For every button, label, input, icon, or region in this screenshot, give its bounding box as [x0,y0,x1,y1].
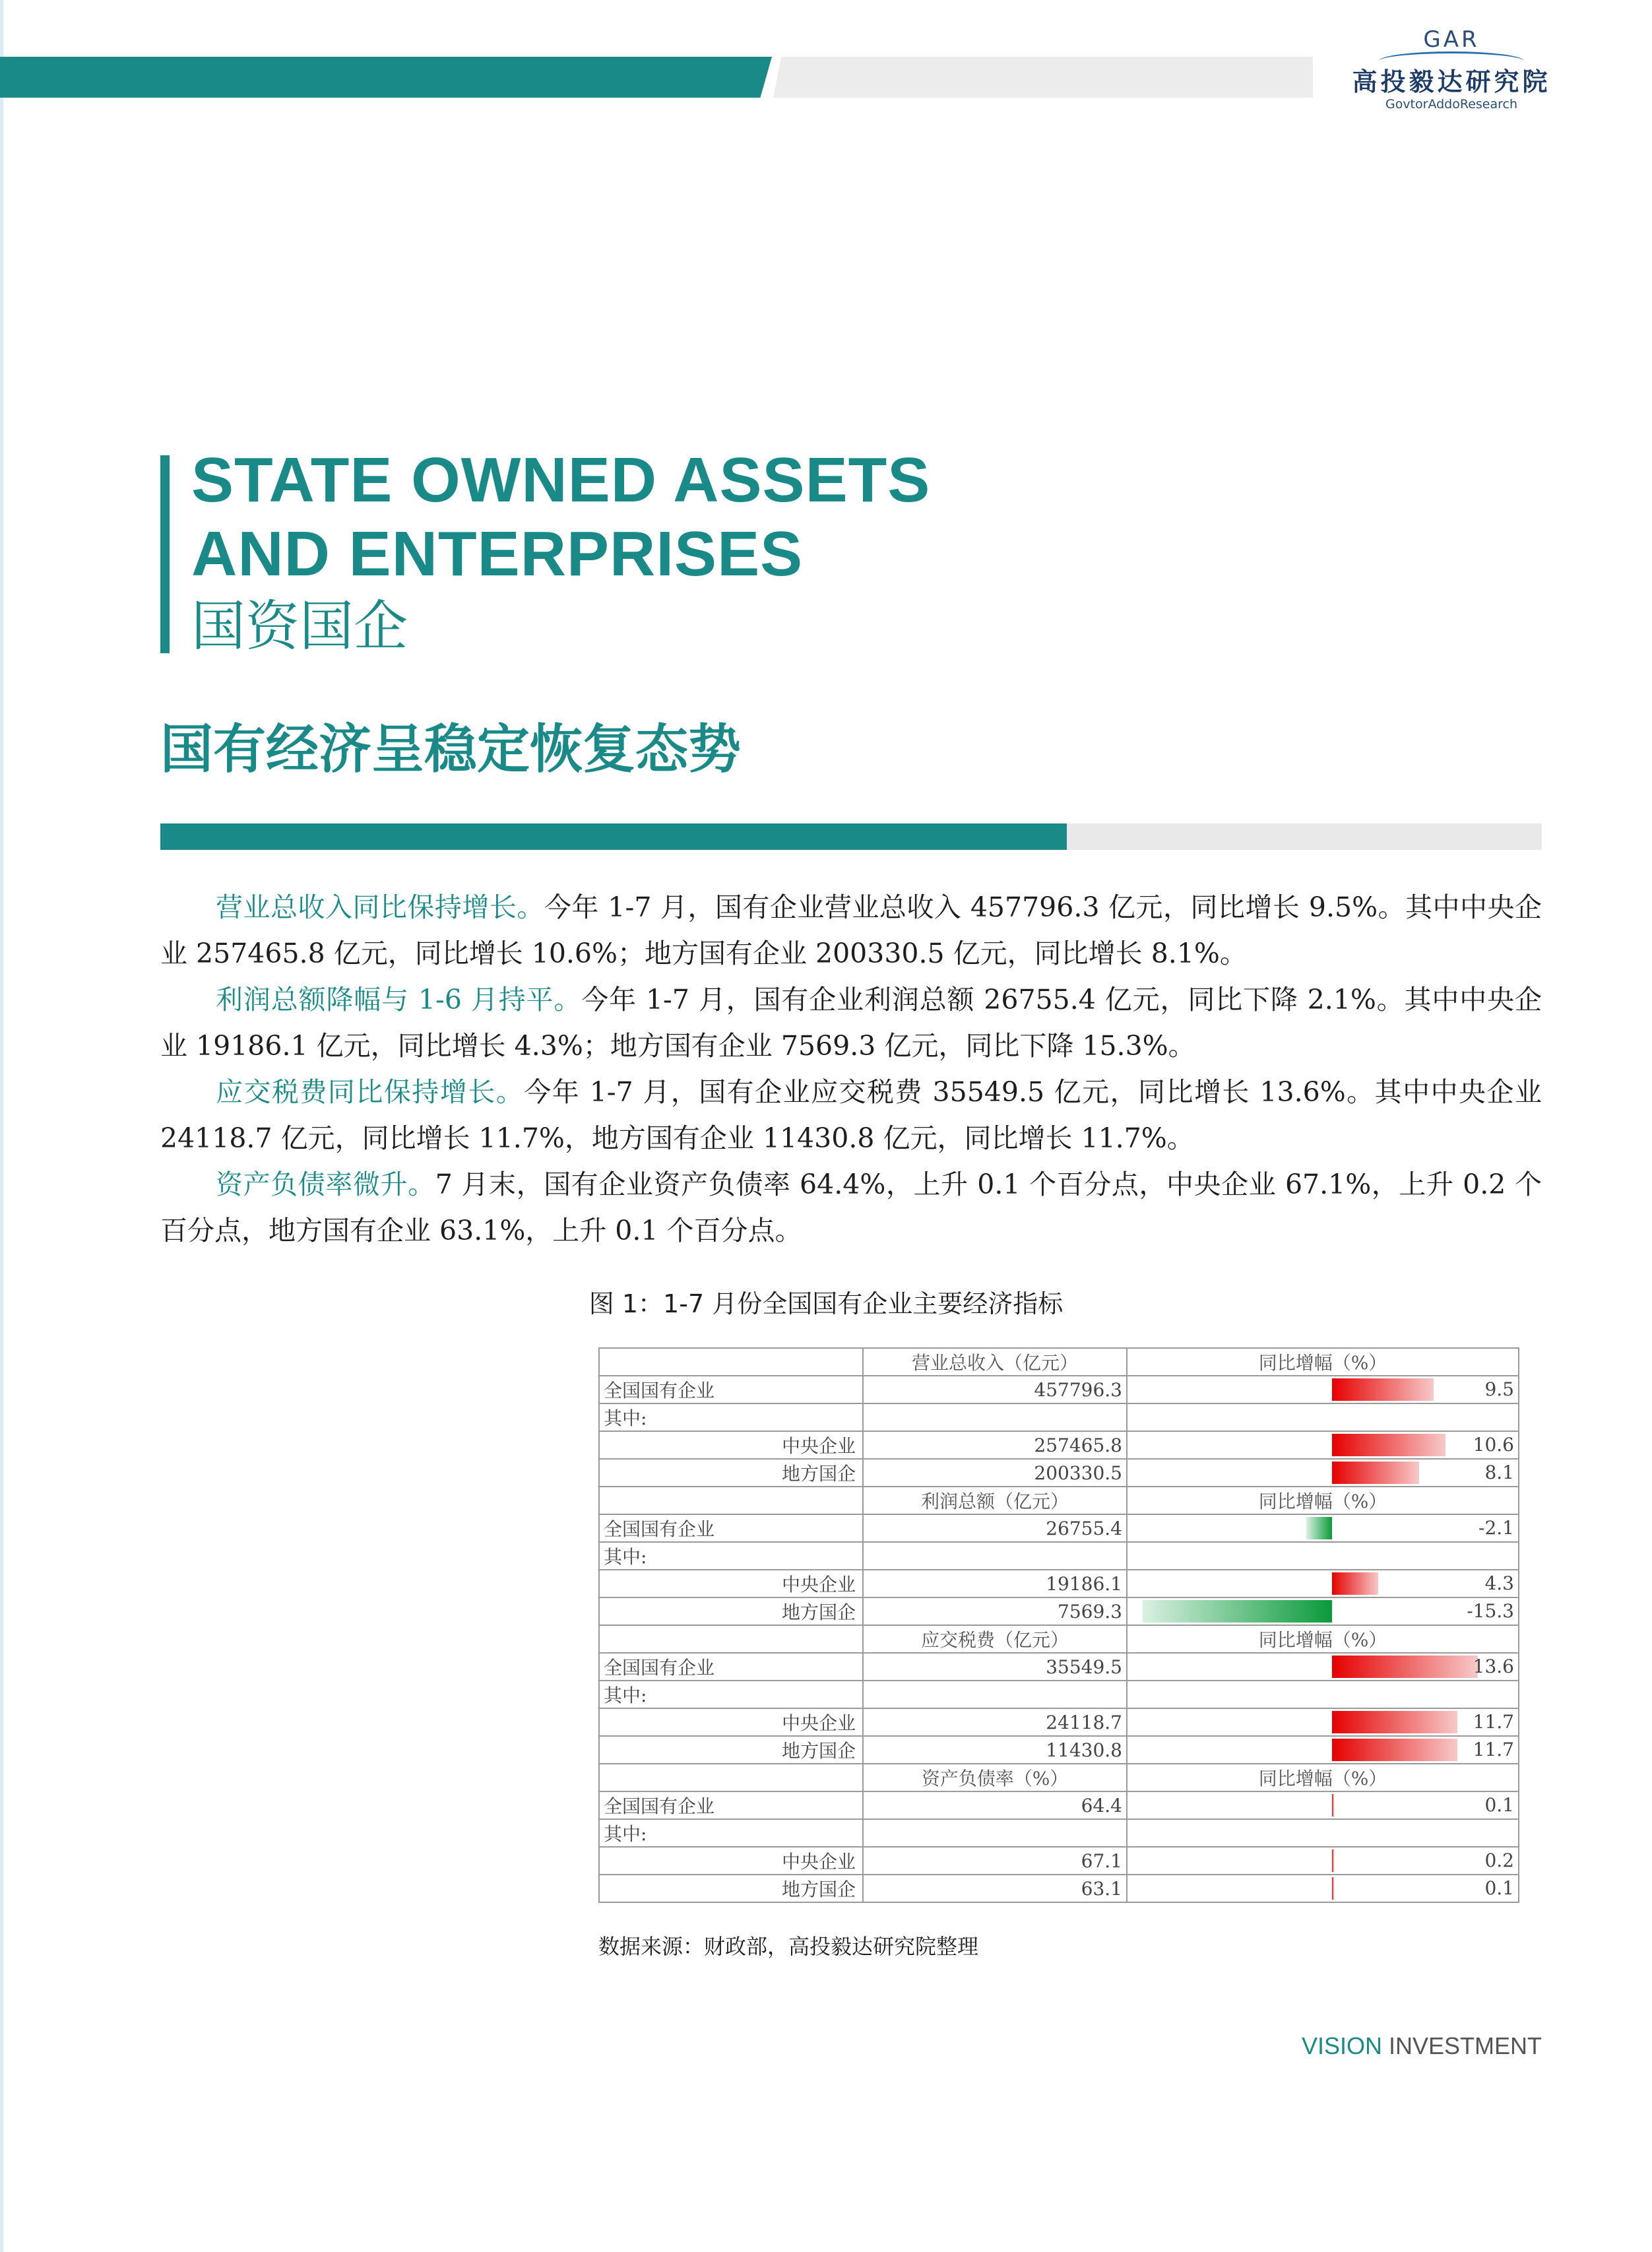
paragraph-lead: 应交税费同比保持增长。 [216,1076,524,1108]
footer-brand [1302,2032,1542,2060]
change-value: 4.3 [1484,1572,1514,1594]
value-cell: 26755.4 [863,1514,1127,1542]
positive-change-bar [1332,1462,1419,1484]
value-cell: 257465.8 [863,1431,1127,1459]
of-which-label: 其中: [599,1542,863,1570]
change-cell [1127,1875,1519,1902]
table-header-row [599,1764,1519,1791]
header-band-gray [773,57,1313,98]
section-title-en [191,443,930,591]
positive-change-bar [1332,1378,1434,1401]
positive-change-bar [1332,1434,1446,1456]
value-cell: 200330.5 [863,1459,1127,1487]
table-header-blank [599,1487,863,1514]
value-cell: 35549.5 [863,1653,1127,1681]
change-cell [1127,1708,1519,1736]
table-header-row [599,1487,1519,1514]
value-cell: 24118.7 [863,1708,1127,1736]
figure-source: 数据来源：财政部，高投毅达研究院整理 [598,1934,979,1959]
paragraph-lead: 资产负债率微升。 [216,1169,435,1200]
negative-change-bar [1143,1600,1332,1623]
table-header-blank [599,1764,863,1791]
article-title: 国有经济呈稳定恢复态势 [160,718,741,780]
change-value: 8.1 [1484,1462,1514,1483]
table-row [599,1376,1519,1403]
value-cell: 11430.8 [863,1736,1127,1764]
metric-header: 营业总收入（亿元） [863,1348,1127,1376]
table-row [599,1791,1519,1819]
section-title-en-line1: STATE OWNED ASSETS [191,445,931,515]
change-value: 10.6 [1473,1434,1514,1456]
table-row [599,1653,1519,1681]
empty-cell [1127,1542,1519,1570]
change-cell [1127,1570,1519,1597]
row-label: 全国国有企业 [599,1653,863,1681]
paragraph-lead: 利润总额降幅与 1-6 月持平。 [216,984,582,1015]
row-label: 地方国企 [599,1736,863,1764]
table-row [599,1847,1519,1875]
change-cell [1127,1847,1519,1875]
change-cell [1127,1514,1519,1542]
change-header: 同比增幅（%） [1127,1764,1519,1791]
change-cell [1127,1653,1519,1681]
value-cell: 64.4 [863,1791,1127,1819]
change-cell [1127,1791,1519,1819]
table-row [599,1819,1519,1847]
change-cell [1127,1459,1519,1487]
of-which-label: 其中: [599,1403,863,1431]
empty-cell [863,1819,1127,1847]
paragraph-text: 今年 1-7 月，国有企业应交税费 35549.5 亿元，同比增长 13.6%。其中中央企业 24118.7 亿元，同比增长 11.7%，地方国有企业 11430.8 亿元，同比增长 11.7%。 [160,1076,1542,1154]
value-cell: 63.1 [863,1875,1127,1902]
paragraph-text: 7 月末，国有企业资产负债率 64.4%，上升 0.1 个百分点，中央企业 67.1%，上升 0.2 个百分点，地方国有企业 63.1%，上升 0.1 个百分点。 [160,1169,1542,1246]
empty-cell [1127,1681,1519,1708]
change-cell [1127,1376,1519,1403]
header-band-teal [0,57,772,98]
change-value: 9.5 [1484,1378,1514,1400]
footer-investment: INVESTMENT [1382,2032,1542,2059]
row-label: 中央企业 [599,1431,863,1459]
table-row [599,1431,1519,1459]
positive-change-bar [1332,1850,1334,1872]
change-cell [1127,1431,1519,1459]
change-value: 13.6 [1473,1656,1514,1677]
change-value: 0.2 [1484,1850,1514,1871]
positive-change-bar [1332,1656,1478,1678]
value-cell: 19186.1 [863,1570,1127,1597]
change-value: 0.1 [1484,1794,1514,1816]
positive-change-bar [1332,1711,1457,1733]
change-value: 11.7 [1473,1711,1514,1733]
table-header-blank [599,1348,863,1376]
change-cell [1127,1736,1519,1764]
empty-cell [863,1542,1127,1570]
brand-logo [1339,26,1564,119]
metric-header: 资产负债率（%） [863,1764,1127,1791]
table-header-row [599,1348,1519,1376]
value-cell: 67.1 [863,1847,1127,1875]
footer-vision: VISION [1301,2032,1382,2059]
logo-gar: GAR [1423,26,1480,53]
change-value: -2.1 [1478,1517,1514,1539]
positive-change-bar [1332,1739,1457,1761]
empty-cell [1127,1819,1519,1847]
value-cell: 7569.3 [863,1597,1127,1625]
table-row [599,1514,1519,1542]
value-cell: 457796.3 [863,1376,1127,1403]
title-rule-teal [160,823,1067,850]
paragraph [160,1069,1542,1161]
positive-change-bar [1332,1572,1378,1595]
paragraph [160,977,1542,1069]
change-header: 同比增幅（%） [1127,1487,1519,1514]
change-value: 0.1 [1484,1877,1514,1899]
row-label: 地方国企 [599,1459,863,1487]
row-label: 中央企业 [599,1847,863,1875]
table-row [599,1708,1519,1736]
change-header: 同比增幅（%） [1127,1348,1519,1376]
positive-change-bar [1332,1877,1334,1900]
paragraph [160,884,1542,977]
empty-cell [863,1681,1127,1708]
table-row [599,1542,1519,1570]
metric-header: 应交税费（亿元） [863,1625,1127,1653]
paragraph-text: 今年 1-7 月，国有企业营业总收入 457796.3 亿元，同比增长 9.5%。其中中央企业 257465.8 亿元，同比增长 10.6%；地方国有企业 200330.5 亿元，同比增长 8.1%。 [160,891,1542,969]
empty-cell [863,1403,1127,1431]
table-row [599,1736,1519,1764]
table-row [599,1681,1519,1708]
logo-en-name: GovtorAddoResearch [1385,97,1518,112]
title-rule-gray [1067,823,1542,850]
empty-cell [1127,1403,1519,1431]
change-value: -15.3 [1467,1600,1514,1622]
table-row [599,1570,1519,1597]
table-header-blank [599,1625,863,1653]
row-label: 全国国有企业 [599,1514,863,1542]
row-label: 中央企业 [599,1708,863,1736]
article-body [160,884,1542,1254]
section-accent-bar [160,455,170,653]
indicator-table [598,1347,1519,1903]
change-cell [1127,1597,1519,1625]
row-label: 地方国企 [599,1597,863,1625]
paragraph-lead: 营业总收入同比保持增长。 [216,891,544,923]
logo-arc-icon [1379,51,1524,71]
paragraph-text: 今年 1-7 月，国有企业利润总额 26755.4 亿元，同比下降 2.1%。其中中央企业 19186.1 亿元，同比增长 4.3%；地方国有企业 7569.3 亿元，同比下降 15.3%。 [160,984,1542,1062]
row-label: 全国国有企业 [599,1376,863,1403]
logo-cn-name: 高投毅达研究院 [1352,67,1551,96]
row-label: 全国国有企业 [599,1791,863,1819]
negative-change-bar [1306,1517,1332,1539]
metric-header: 利润总额（亿元） [863,1487,1127,1514]
change-value: 11.7 [1473,1739,1514,1760]
section-title-cn: 国资国企 [191,595,408,658]
table-row [599,1875,1519,1902]
table-header-row [599,1625,1519,1653]
figure-title: 图 1：1-7 月份全国国有企业主要经济指标 [588,1289,1064,1318]
table-row [599,1459,1519,1487]
row-label: 地方国企 [599,1875,863,1902]
paragraph [160,1161,1542,1254]
change-header: 同比增幅（%） [1127,1625,1519,1653]
page-edge [0,0,3,2252]
table-row [599,1597,1519,1625]
row-label: 中央企业 [599,1570,863,1597]
of-which-label: 其中: [599,1681,863,1708]
section-title-en-line2: AND ENTERPRISES [191,519,804,589]
positive-change-bar [1332,1794,1334,1817]
of-which-label: 其中: [599,1819,863,1847]
table-row [599,1403,1519,1431]
